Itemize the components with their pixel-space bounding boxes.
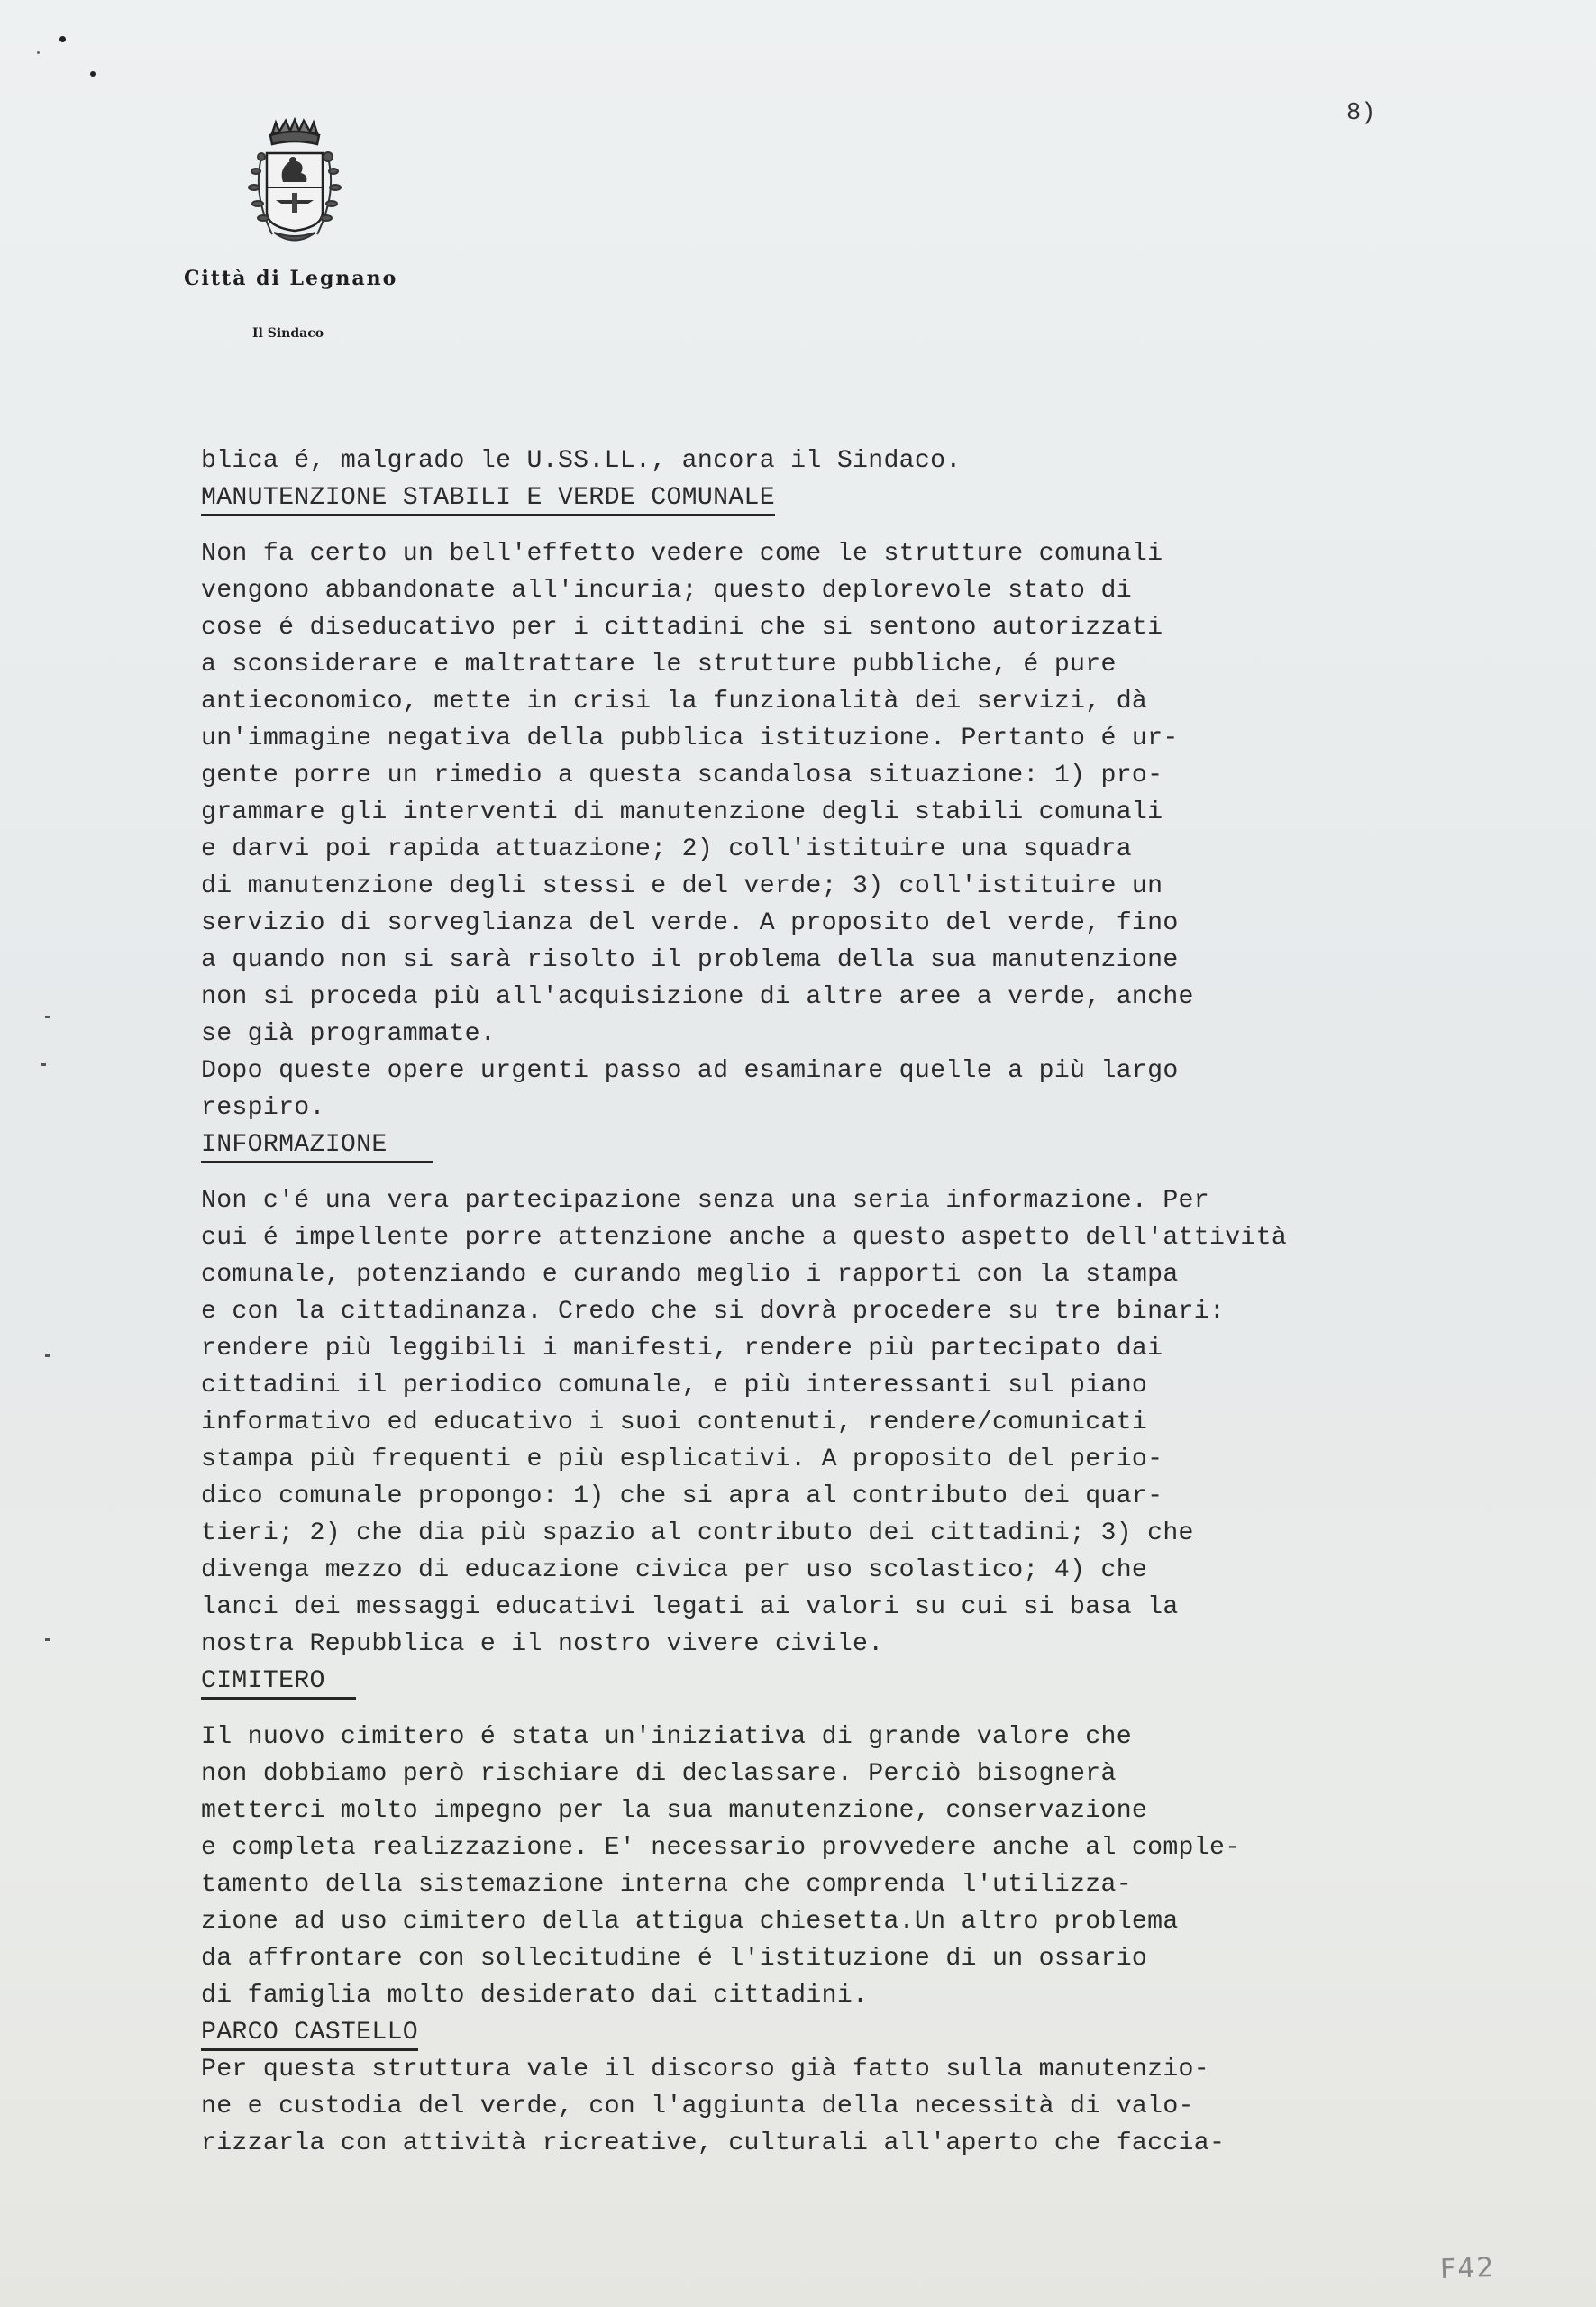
- paragraph-gap: [201, 516, 1571, 535]
- text-line: non dobbiamo però rischiare di declassare. Perciò bisognerà: [201, 1760, 1117, 1788]
- document-body: [201, 442, 1571, 2162]
- paragraph-gap: [201, 1163, 1571, 1182]
- handwritten-note: F42: [1439, 2251, 1497, 2286]
- text-line: grammare gli interventi di manutenzione degli stabili comunali: [201, 798, 1163, 826]
- text-line: Per questa struttura vale il discorso già fatto sulla manutenzio-: [201, 2056, 1209, 2084]
- text-line: Non fa certo un bell'effetto vedere come le strutture comunali: [201, 540, 1163, 568]
- text-line: antieconomico, mette in crisi la funzionalità dei servizi, dà: [201, 688, 1148, 716]
- text-line: a sconsiderare e maltrattare le strutture pubbliche, é pure: [201, 651, 1117, 679]
- text-line: Dopo queste opere urgenti passo ad esaminare quelle a più largo: [201, 1057, 1179, 1085]
- text-line: se già programmate.: [201, 1020, 497, 1048]
- text-line: Il nuovo cimitero é stata un'iniziativa di grande valore che: [201, 1723, 1132, 1751]
- edge-mark: [41, 1063, 46, 1066]
- text-line: a quando non si sarà risolto il problema della sua manutenzione: [201, 946, 1179, 974]
- text-line: rendere più leggibili i manifesti, rendere più partecipato dai: [201, 1335, 1163, 1363]
- edge-mark: [45, 1638, 50, 1641]
- section-heading-row: [201, 1663, 1571, 1700]
- text-line: cui é impellente porre attenzione anche a questo aspetto dell'attività: [201, 1224, 1288, 1252]
- text-line: informativo ed educativo i suoi contenuti, rendere/comunicati: [201, 1409, 1148, 1436]
- text-line: ne e custodia del verde, con l'aggiunta della necessità di valo-: [201, 2093, 1194, 2120]
- text-line: di manutenzione degli stessi e del verde; 3) coll'istituire un: [201, 872, 1163, 900]
- coat-of-arms-icon: [236, 117, 353, 252]
- text-line: comunale, potenziando e curando meglio i rapporti con la stampa: [201, 1261, 1179, 1289]
- text-line: dico comunale propongo: 1) che si apra al contributo dei quar-: [201, 1482, 1163, 1510]
- text-line: Non c'é una vera partecipazione senza una seria informazione. Per: [201, 1187, 1209, 1215]
- ink-speck: [59, 36, 66, 42]
- section-heading: PARCO CASTELLO: [201, 2018, 418, 2051]
- text-line: vengono abbandonate all'incuria; questo deplorevole stato di: [201, 577, 1132, 605]
- section-heading-row: [201, 1126, 1571, 1163]
- text-line: e completa realizzazione. E' necessario provvedere anche al comple-: [201, 1834, 1241, 1862]
- text-line: e con la cittadinanza. Credo che si dovrà procedere su tre binari:: [201, 1298, 1226, 1326]
- edge-mark: [45, 1354, 50, 1357]
- text-line: rizzarla con attività ricreative, culturali all'aperto che faccia-: [201, 2129, 1226, 2157]
- text-line: un'immagine negativa della pubblica istituzione. Pertanto é ur-: [201, 725, 1179, 752]
- text-line: stampa più frequenti e più esplicativi. A proposito del perio-: [201, 1445, 1163, 1473]
- page-number: 8): [1346, 100, 1376, 127]
- section-heading-row: [201, 479, 1571, 516]
- text-line: nostra Repubblica e il nostro vivere civile.: [201, 1630, 884, 1658]
- text-line: metterci molto impegno per la sua manutenzione, conservazione: [201, 1797, 1148, 1825]
- office-title: Il Sindaco: [252, 326, 324, 341]
- text-line: lanci dei messaggi educativi legati ai valori su cui si basa la: [201, 1593, 1179, 1621]
- ink-speck: [90, 71, 96, 77]
- paragraph-gap: [201, 1700, 1571, 1719]
- text-line: servizio di sorveglianza del verde. A proposito del verde, fino: [201, 909, 1179, 937]
- text-line: e darvi poi rapida attuazione; 2) coll'istituire una squadra: [201, 835, 1132, 863]
- section-heading: MANUTENZIONE STABILI E VERDE COMUNALE: [201, 483, 775, 516]
- ink-speck: [37, 51, 40, 54]
- text-line: zione ad uso cimitero della attigua chiesetta.Un altro problema: [201, 1908, 1179, 1936]
- city-name: Città di Legnano: [184, 267, 398, 290]
- text-line: cose é diseducativo per i cittadini che si sentono autorizzati: [201, 614, 1163, 642]
- text-line: gente porre un rimedio a questa scandalosa situazione: 1) pro-: [201, 761, 1163, 789]
- text-line: di famiglia molto desiderato dai cittadini.: [201, 1982, 869, 2010]
- section-heading: INFORMAZIONE: [201, 1130, 433, 1163]
- section-heading: CIMITERO: [201, 1666, 356, 1700]
- text-line: da affrontare con sollecitudine é l'istituzione di un ossario: [201, 1945, 1148, 1973]
- section-heading-row: [201, 2014, 1571, 2051]
- text-line: cittadini il periodico comunale, e più interessanti sul piano: [201, 1372, 1148, 1400]
- text-line: divenga mezzo di educazione civica per uso scolastico; 4) che: [201, 1556, 1148, 1584]
- text-line: tamento della sistemazione interna che comprenda l'utilizza-: [201, 1871, 1132, 1899]
- text-line: tieri; 2) che dia più spazio al contributo dei cittadini; 3) che: [201, 1519, 1194, 1547]
- edge-mark: [45, 1016, 50, 1018]
- text-line: respiro.: [201, 1094, 325, 1122]
- text-line: non si proceda più all'acquisizione di altre aree a verde, anche: [201, 983, 1194, 1011]
- text-line: blica é, malgrado le U.SS.LL., ancora il Sindaco.: [201, 447, 962, 475]
